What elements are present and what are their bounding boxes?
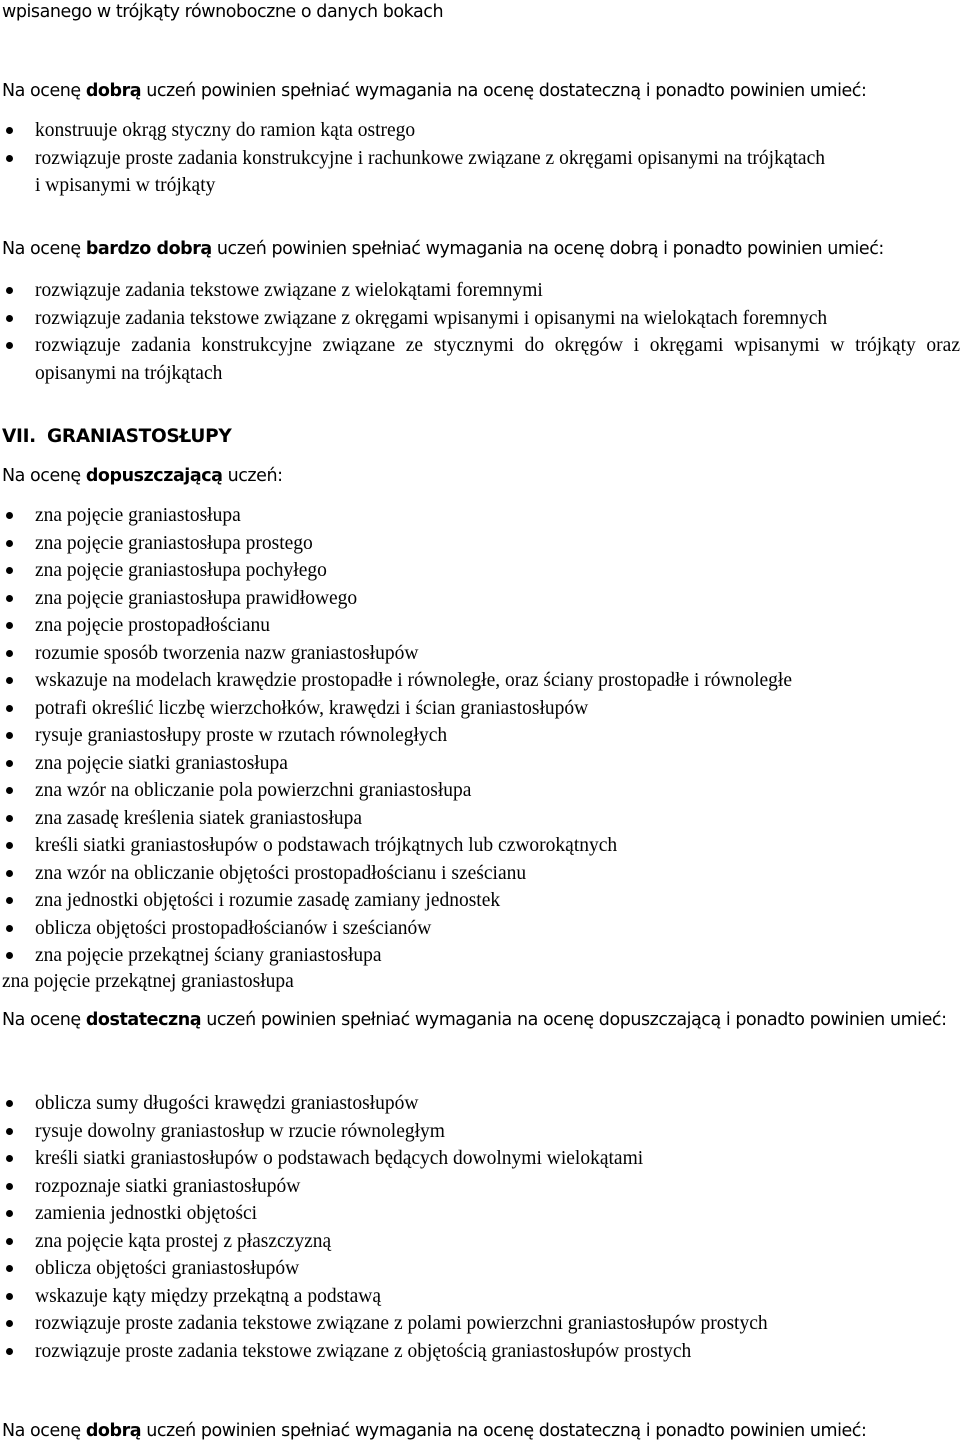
section4-intro xyxy=(2,1007,958,1034)
bullet-icon xyxy=(6,1128,13,1135)
list-item-text: rozwiązuje proste zadania tekstowe związane z polami powierzchni graniastosłupów prostych xyxy=(35,1313,768,1334)
list-item xyxy=(0,915,960,943)
bullet-icon xyxy=(6,1100,13,1107)
list-item-text: oblicza objętości prostopadłościanów i sześcianów xyxy=(35,917,432,939)
intro-post: uczeń powinien spełniać wymagania na ocenę dostateczną i ponadto powinien umieć: xyxy=(141,1421,867,1441)
list-item-text: rozwiązuje proste zadania konstrukcyjne i rachunkowe związane z okręgami opisanymi na trójkątach xyxy=(35,147,825,169)
list-item-text: rozwiązuje proste zadania tekstowe związane z objętością graniastosłupów prostych xyxy=(35,1340,692,1362)
section1-intro xyxy=(2,79,866,103)
bullet-icon xyxy=(6,650,13,657)
list-item xyxy=(0,750,960,778)
list-item-text: konstruuje okrąg styczny do ramion kąta ostrego xyxy=(35,120,416,141)
intro-grade: bardzo dobrą xyxy=(85,239,212,259)
bullet-icon xyxy=(6,705,13,712)
list-item xyxy=(0,1228,960,1256)
list-item xyxy=(0,557,960,585)
bullet-icon xyxy=(6,870,13,877)
section5-intro xyxy=(2,1419,866,1443)
section3-intro xyxy=(2,464,283,488)
list-item-text: rysuje graniastosłupy proste w rzutach równoległych xyxy=(35,725,448,746)
list-item xyxy=(0,722,960,750)
bullet-icon xyxy=(6,1320,13,1327)
bullet-icon xyxy=(6,127,13,134)
section2-intro xyxy=(2,237,884,261)
list-item-text: zna pojęcie graniastosłupa prawidłowego xyxy=(35,587,358,609)
bullet-icon xyxy=(6,952,13,959)
bullet-icon xyxy=(6,622,13,629)
bullet-icon xyxy=(6,925,13,932)
list-item-text: zna pojęcie graniastosłupa pochyłego xyxy=(35,560,327,581)
list-item-text: zna pojęcie siatki graniastosłupa xyxy=(35,752,288,774)
list-item-text: kreśli siatki graniastosłupów o podstawach trójkątnych lub czworokątnych xyxy=(35,835,618,856)
list-item-text: oblicza sumy długości krawędzi graniastosłupów xyxy=(35,1093,419,1114)
list-item xyxy=(0,805,960,833)
list-item xyxy=(0,640,960,668)
list-item xyxy=(0,1145,960,1173)
list-item-text: zna pojęcie prostopadłościanu xyxy=(35,615,270,636)
list-item xyxy=(0,145,960,173)
list-item xyxy=(0,117,960,145)
list-item-text: zna pojęcie graniastosłupa xyxy=(35,505,241,526)
list-item xyxy=(0,777,960,805)
chapter-number: VII. xyxy=(2,426,36,447)
bullet-icon xyxy=(6,567,13,574)
intro-pre: Na ocenę xyxy=(2,466,86,486)
section3-trailing-line: zna pojęcie przekątnej graniastosłupa xyxy=(2,971,294,992)
intro-grade: dostateczną xyxy=(85,1010,202,1030)
list-item xyxy=(0,1338,960,1366)
intro-post: uczeń powinien spełniać wymagania na ocenę dobrą i ponadto powinien umieć: xyxy=(211,239,884,259)
bullet-icon xyxy=(6,1238,13,1245)
list-item xyxy=(0,1200,960,1228)
bullet-icon xyxy=(6,732,13,739)
bullet-icon xyxy=(6,677,13,684)
bullet-icon xyxy=(6,595,13,602)
list-item-text: zna wzór na obliczanie objętości prostopadłościanu i sześcianu xyxy=(35,862,527,884)
bullet-icon xyxy=(6,842,13,849)
bullet-icon xyxy=(6,342,13,349)
section3-list xyxy=(0,502,960,970)
bullet-icon xyxy=(6,897,13,904)
list-item-text: zna pojęcie przekątnej ściany graniastosłupa xyxy=(35,945,382,966)
intro-pre: Na ocenę xyxy=(2,239,86,259)
list-item-text: rozwiązuje zadania tekstowe związane z wielokątami foremnymi xyxy=(35,280,543,301)
list-item-text: oblicza objętości graniastosłupów xyxy=(35,1258,300,1279)
list-item-text: rozpoznaje siatki graniastosłupów xyxy=(35,1175,301,1197)
chapter-title: GRANIASTOSŁUPY xyxy=(47,426,232,447)
bullet-icon xyxy=(6,1348,13,1355)
intro-pre: Na ocenę xyxy=(2,81,86,101)
list-item-text: wskazuje na modelach krawędzie prostopadłe i równoległe, oraz ściany prostopadłe i równoległe xyxy=(35,670,792,691)
intro-pre: Na ocenę xyxy=(2,1421,86,1441)
list-item-text: i wpisanymi w trójkąty xyxy=(35,175,216,196)
list-item xyxy=(0,832,960,860)
bullet-icon xyxy=(6,1265,13,1272)
list-item xyxy=(0,305,960,333)
section2-list xyxy=(0,277,960,387)
list-item-text: zna pojęcie kąta prostej z płaszczyzną xyxy=(35,1230,332,1252)
intro-pre: Na ocenę xyxy=(2,1010,86,1030)
list-item-text: zna wzór na obliczanie pola powierzchni graniastosłupa xyxy=(35,780,472,801)
list-item-text: wskazuje kąty między przekątną a podstawą xyxy=(35,1285,381,1307)
list-item-text: zna pojęcie graniastosłupa prostego xyxy=(35,532,313,554)
bullet-icon xyxy=(6,287,13,294)
bullet-icon xyxy=(6,512,13,519)
list-item-text: rozwiązuje zadania konstrukcyjne związane ze stycznymi do okręgów i okręgami wpisanymi w trójkąty oraz opisanymi na trójkątach xyxy=(35,335,960,384)
section4-list xyxy=(0,1090,960,1365)
section1-list xyxy=(0,117,960,200)
list-item xyxy=(0,667,960,695)
list-item-text: zna zasadę kreślenia siatek graniastosłupa xyxy=(35,807,363,829)
intro-post: uczeń powinien spełniać wymagania na ocenę dostateczną i ponadto powinien umieć: xyxy=(141,81,867,101)
list-item-continuation xyxy=(0,172,960,200)
list-item xyxy=(0,887,960,915)
intro-grade: dobrą xyxy=(85,1421,142,1441)
list-item-text: rysuje dowolny graniastosłup w rzucie równoległym xyxy=(35,1120,445,1142)
list-item xyxy=(0,530,960,558)
bullet-icon xyxy=(6,760,13,767)
bullet-icon xyxy=(6,315,13,322)
bullet-icon xyxy=(6,815,13,822)
list-item xyxy=(0,277,960,305)
bullet-icon xyxy=(6,1183,13,1190)
intro-grade: dobrą xyxy=(85,81,142,101)
list-item-text: zamienia jednostki objętości xyxy=(35,1203,258,1224)
list-item-text: potrafi określić liczbę wierzchołków, krawędzi i ścian graniastosłupów xyxy=(35,697,589,719)
chapter-heading xyxy=(2,424,231,450)
bullet-icon xyxy=(6,540,13,547)
list-item xyxy=(0,1283,960,1311)
list-item-text: zna jednostki objętości i rozumie zasadę zamiany jednostek xyxy=(35,890,501,911)
list-item-text: rozwiązuje zadania tekstowe związane z okręgami wpisanymi i opisanymi na wielokątach foremnych xyxy=(35,307,828,329)
list-item xyxy=(0,332,960,387)
list-item xyxy=(0,942,960,970)
bullet-icon xyxy=(6,1155,13,1162)
list-item-text: kreśli siatki graniastosłupów o podstawach będących dowolnymi wielokątami xyxy=(35,1148,644,1169)
list-item xyxy=(0,1310,960,1338)
list-item xyxy=(0,695,960,723)
intro-post: uczeń powinien spełniać wymagania na ocenę dopuszczającą i ponadto powinien umieć: xyxy=(201,1010,947,1030)
list-item xyxy=(0,1090,960,1118)
list-item xyxy=(0,1173,960,1201)
bullet-icon xyxy=(6,787,13,794)
list-item xyxy=(0,1118,960,1146)
intro-post: uczeń: xyxy=(222,466,283,486)
list-item xyxy=(0,1255,960,1283)
list-item xyxy=(0,860,960,888)
list-item xyxy=(0,612,960,640)
intro-grade: dopuszczającą xyxy=(85,466,223,486)
list-item xyxy=(0,585,960,613)
bullet-icon xyxy=(6,1293,13,1300)
bullet-icon xyxy=(6,1210,13,1217)
top-line: wpisanego w trójkąty równoboczne o danych bokach xyxy=(2,2,444,22)
bullet-icon xyxy=(6,155,13,162)
list-item-text: rozumie sposób tworzenia nazw graniastosłupów xyxy=(35,642,419,664)
list-item xyxy=(0,502,960,530)
